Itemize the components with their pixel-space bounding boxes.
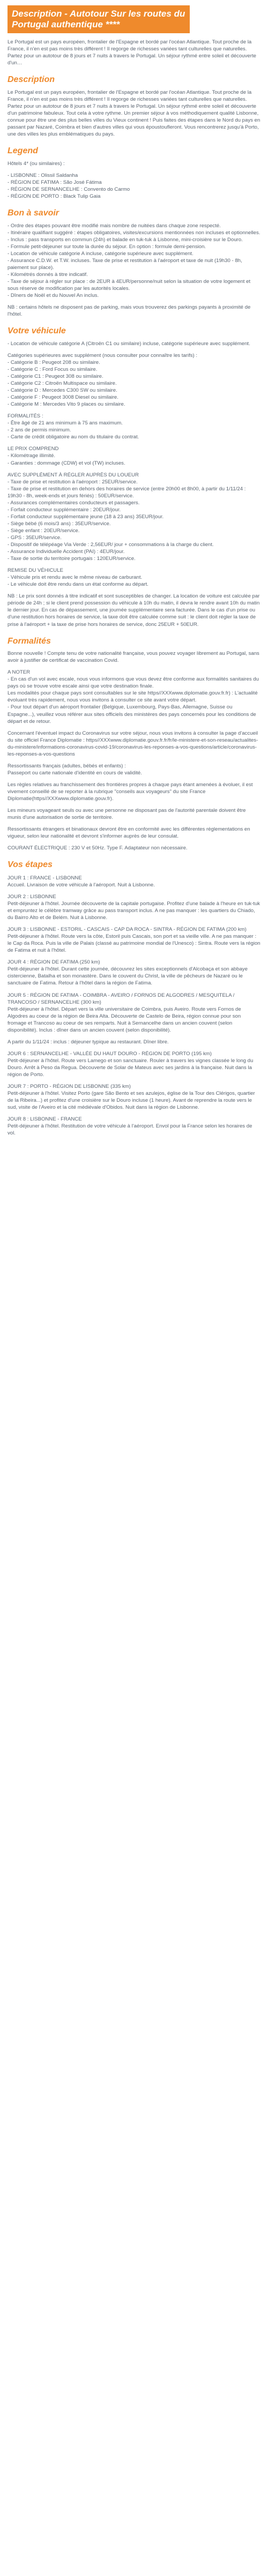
spacer [8,440,260,445]
text-line: - Catégorie D : Mercedes C300 SW ou similaire. [8,387,117,394]
text-line: NB : Le prix sont donnés à titre indicatif et sont susceptibles de changer. La location de voiture est calculée par période de 24h ; si le client prend possession du véhicule à 10h du matin, il devra le rendre avant 10h du matin le dernier jour. En cas de dépassement, une journée supplémentaire sera facturée. Dans le cas d'un prise ou d'une restitution hors horaires de service, la taxe doit être calculée comme suit : le client doit régler la taxe de prise à l'aéroport + la taxe de prise hors horaires de service, donc 25EUR + 50EUR. [8,593,260,628]
text-line: - Catégorie C1 : Peugeot 308 ou similaire. [8,374,103,380]
text-line: Ressortissants français (adultes, bébés et enfants) : [8,763,126,769]
spacer [8,776,260,781]
hotel-item: - LISBONNE : Olissil Saldanha [8,172,78,178]
text-line: AVEC SUPPLÉMENT À RÉGLER AUPRÈS DU LOUEUR [8,472,139,478]
text-line: - Location de véhicule catégorie A incluse, catégorie supérieure avec supplément. [8,250,193,257]
text-line: Les mineurs voyageant seuls ou avec une personne ne disposant pas de l'autorité parentale doivent être munis d'une autorisation de sortie de territoire. [8,808,246,821]
stage-text: Accueil. Livraison de votre véhicule à l'aéroport. Nuit à Lisbonne. [8,882,155,888]
text-line: - En cas d'un vol avec escale, nous vous informons que vous devez être conforme aux formalités sanitaires du pays où se trouve votre escale ainsi que votre destination finale. [8,676,259,690]
spacer [8,347,260,352]
text-line: - Catégorie M : Mercedes Vito 9 places ou similaire. [8,401,125,408]
stage-text: Petit-déjeuner à l'hôtel. Route vers la côte, Estoril puis Cascais, son port et sa vieille ville. A ne pas manquer : le Cap da Roca. Puis la ville de Palais (classé au patrimoine mondial de l'Unesco) : Sintra. Route vers la région de Fatima et nuit à l'hôtel. [8,934,260,954]
text-line: LE PRIX COMPREND [8,446,59,452]
text-line: - Siège enfant : 20EUR/service. [8,527,80,534]
text-line: - Véhicule pris et rendu avec le même niveau de carburant. [8,574,143,581]
description-text: Le Portugal est un pays européen, frontalier de l'Espagne et bordé par l'océan Atlantique. Tout proche de la France, il n'en est pas moins très différent ! Il regorge de richesses variées tant culturelles que naturelles. Partez pour un autotour de 8 jours et 7 nuits à travers le Portugal. Un séjour rythmé entre soleil et découverte d'un patrimoine fabuleux. Tout cela à votre rythme. Un premier séjour à vos méthodiquement qualité Lisbonne, connue pour être une des plus belles villes du Vieux continent ! Puis faites des étapes dans le Nord du pays en passant par Nazaré, Coimbra et bien d'autres villes qui vous époustoufleront. Vous rencontrerez jusqu'à Porto, une des villes les plus emblématiques du pays. [8,89,260,138]
page-title: Description - Autotour Sur les routes du Portugal authentique **** [8,5,190,33]
stage-text: Petit-déjeuner à l'hôtel. Visitez Porto (gare São Bento et ses azulejos, église de la Tour des Clérigos, quartier de la Ribeira...) et profitez d'une croisière sur le Douro incluse (1 heure). Avant de reprendre la route vers le sud, visite de l'Aveiro et la cité médiévale d'Obidos. Nuit dans la région de Lisbonne. [8,1091,255,1111]
text-line: COURANT ÉLECTRIQUE : 230 V et 50Hz. Type F. Adaptateur non nécessaire. [8,845,188,852]
stage-text: Petit-déjeuner à l'hôtel. Route vers Lamego et son sanctuaire. Rouler à travers les vignes classée le long du Douro. Arrêt à Peso da Regua. Découverte de Solar de Mateus avec ses jardins à la française. Nuit dans la région de Porto. [8,1057,254,1078]
stage-title: JOUR 8 : LISBONNE - FRANCE [8,1116,82,1123]
intro-text: Le Portugal est un pays européen, frontalier de l'Espagne et bordé par l'océan Atlantique. Tout proche de la France, il n'en est pas moins très différent ! Il regorge de richesses variées tant culturelles que naturelles. Partez pour un autotour de 8 jours et 7 nuits à travers le Portugal. Un séjour rythmé entre soleil et découverte d'un… [8,39,256,66]
text-line: Catégories supérieures avec supplément (nous consulter pour connaître les tarifs) : [8,352,198,359]
text-line: - Formule petit-déjeuner sur toute la durée du séjour. En option : formule demi-pension. [8,243,206,250]
text-line: - Catégorie C : Ford Focus ou similaire. [8,366,98,372]
section-title-bon-a-savoir: Bon à savoir [8,208,59,218]
text-line: - Taxe de sortie du territoire portugais : 120EUR/service. [8,556,136,562]
bon-a-savoir-text [8,222,260,318]
stage-title: JOUR 4 : RÉGION DE FATIMA (250 km) [8,959,100,966]
stage-text: Petit-déjeuner à l'hôtel. Restitution de votre véhicule à l'aéroport. Envol pour la France selon les horaires de vol. [8,1123,252,1137]
spacer [8,299,260,304]
section-title-vehicule: Votre véhicule [8,326,66,336]
text-line: - Carte de crédit obligatoire au nom du titulaire du contrat. [8,434,139,440]
vehicule-text [8,340,260,628]
section-title-etapes: Vos étapes [8,860,53,870]
text-line: - Kilométrés donnés à titre indicatif. [8,271,88,278]
section-title-description: Description [8,75,55,85]
text-line: - Catégorie C2 : Citroën Multispace ou similaire. [8,380,117,387]
stage-title: JOUR 5 : RÉGION DE FATIMA - COIMBRA - AVEIRO / FORNOS DE ALGODRES / MESQUITELA / TRANCOSO / SERNANCELHE (300 km) [8,992,235,1005]
text-line: - GPS : 35EUR/service. [8,535,62,541]
formalites-text [8,650,260,852]
text-line: Concernant l'éventuel impact du Coronavirus sur votre séjour, nous vous invitons à consulter la page d'accueil du site officiel France Diplomatie : https//XXXwww.diplomatie.gouv.fr.fr/fr/le-ministere-et-son-reseau/actualites-du-ministere/informations-coronavirus-covid-19/coronavirus-les-reponses-a-vos-questions/article/coronavirus-les-reponses-a-vos-questions [8,730,258,757]
text-line: - Catégorie F : Peugeot 3008 Diesel ou similaire. [8,394,118,401]
text-line: - Pour tout départ d'un aéroport frontalier (Belgique, Luxembourg, Pays-Bas, Allemagne, Suisse ou Espagne...), veuillez vous référer aux sites officiels des ministères des pays concernés pour les conditions de départ et de retour. [8,704,256,725]
text-line: - Garanties : dommage (CDW) et vol (TW) incluses. [8,460,125,466]
spacer [8,1034,260,1039]
stage-title: JOUR 2 : LISBONNE [8,893,56,900]
text-line: - Catégorie B : Peugeot 208 ou similaire. [8,359,100,365]
etapes-list [8,875,260,1137]
spacer [8,725,260,730]
spacer [8,840,260,845]
text-line: - Être âgé de 21 ans minimum à 75 ans maximum. [8,420,123,427]
text-line: Bonne nouvelle ! Compte tenu de votre nationalité française, vous pouvez voyager librement au Portugal, sans avoir à justifier de certificat de vaccination Covid. [8,651,259,664]
page [0,0,268,1151]
text-line: NB : certains hôtels ne disposent pas de parking, mais vous trouverez des parkings payants à proximité de l'hôtel. [8,304,251,318]
text-line: Les règles relatives au franchissement des frontières propres à chaque pays étant amenées à évoluer, il est vivement conseillé de se reporter à la rubrique "conseils aux voyageurs" du site France Diplomatie(https//XXXwww.diplomatie.gouv.fr). [8,781,253,802]
hotel-item: - RÉGION DE PORTO : Black Tulip Gaia [8,193,101,199]
text-line: - Forfait conducteur supplémentaire jeune (18 à 23 ans) 35EUR/jour. [8,513,164,520]
text-line: - 2 ans de permis minimum. [8,427,71,434]
text-line: - Taxe de séjour à régler sur place : de 2EUR à 4EUR/personne/nuit selon la situation de votre logement et sous réserve de modification par les autorités locales. [8,279,251,292]
spacer [8,821,260,826]
text-line: - Ordre des étapes pouvant être modifié mais nombre de nuitées dans chaque zone respecté. [8,222,221,229]
stage-text: Petit-déjeuner à l'hôtel. Journée découverte de la capitale portugaise. Profitez d'une balade à l'heure en tuk-tuk et empruntez le célèbre tramway grâce au pass transport inclus. A ne pas manquer : les quartiers du Chiado, du Bairro Alto et de Belém. Nuit à Lisbonne. [8,901,260,921]
spacer [8,758,260,763]
text-line: Les modalités pour chaque pays sont consultables sur le site https//XXXwww.diplomatie.gouv.fr.fr) : L'actualité évoluant très rapidement, nous vous invitons à consulter ce site avant votre départ. [8,690,258,704]
section-title-formalites: Formalités [8,636,51,646]
spacer [8,664,260,669]
text-line: - Inclus : pass transports en commun (24h) et balade en tuk-tuk à Lisbonne, mini-croisière sur le Douro. [8,236,243,243]
text-line: - Itinéraire qualifiant suggéré : étapes obligatoires, visites/excursions mentionnées non incluses et optionnelles. [8,229,260,236]
spacer [8,802,260,807]
stage-text: Petit-déjeuner à l'hôtel. Durant cette journée, découvrez les sites exceptionnels d'Alcobaça et son abbaye cistercienne, Batalha et son monastère. Dans le couvent du Christ, la ville de pêcheurs de Nazaré ou le sanctuaire de Fatima. Retour à l'hôtel dans la région de Fatima. [8,966,248,987]
text-line: Ressortissants étrangers et binationaux devront être en conformité avec les différentes réglementations en vigueur, selon leur nationalité et devront s'informer auprès de leur consulat. [8,826,250,840]
hotel-item: - RÉGION DE SERNANCELHE : Convento do Carmo [8,186,130,192]
text-line: FORMALITÉS : [8,413,43,420]
text-line: - Le véhicule doit être rendu dans un état conforme au départ. [8,581,148,588]
section-title-legend: Legend [8,146,38,156]
legend-intro: Hôtels 4* (ou similaires) : [8,160,65,167]
text-line: - Assurance Individuelle Accident (PAI) : 4EUR/jour. [8,549,125,555]
spacer [8,562,260,567]
text-line: - Assurances complémentaires conducteurs et passagers. [8,499,140,506]
stage-text: Petit-déjeuner à l'hôtel. Départ vers la ville universitaire de Coimbra, puis Aveiro. Route vers Fornos de Algodres au coeur de la région de Beira Alta. Découverte de Castelo de Beira, région connue pour son fromage et Trancoso au coeur de ses remparts. Nuit à Sernancelhe dans un ancien couvent (selon disponibilité). Inclus : dîner dans un ancien couvent (selon disponibilité). [8,1006,241,1033]
hotel-list [8,172,260,200]
text-line: Passeport ou carte nationale d'identité en cours de validité. [8,770,142,776]
stage-title: JOUR 7 : PORTO - RÉGION DE LISBONNE (335 km) [8,1084,131,1090]
text-line: - Siège bébé (6 mois/3 ans) : 35EUR/service. [8,520,111,527]
text-line: - Kilométrage illimité. [8,453,56,459]
text-line: - Dispositif de télépéage Via Verde : 2,56EUR/ jour + consommations à la charge du client. [8,542,214,548]
text-line: REMISE DU VÉHICULE [8,568,63,574]
text-line: A NOTER [8,669,31,676]
stage-title: JOUR 6 : SERNANCELHE - VALLÉE DU HAUT DOURO - RÉGION DE PORTO (195 km) [8,1050,212,1057]
text-line: - Taxe de prise et restitution en dehors des horaires de service (entre 20h00 et 8h00, à partir du 1/11/24 : 19h30 - 8h, week-ends et jours fériés) : 50EUR/service. [8,486,246,499]
spacer [8,408,260,413]
spacer [8,588,260,593]
stage-title: JOUR 3 : LISBONNE - ESTORIL - CASCAIS - CAP DA ROCA - SINTRA - RÉGION DE FATIMA (200 km) [8,927,247,933]
text-line: - Location de véhicule catégorie A (Citroën C1 ou similaire) incluse, catégorie supérieure avec supplément. [8,340,250,347]
spacer [8,467,260,472]
text-line: - Dîners de Noël et du Nouvel An inclus. [8,293,99,299]
stage-text: A partir du 1/11/24 : inclus : déjeuner typique au restaurant. Dîner libre. [8,1039,169,1045]
stage-title: JOUR 1 : FRANCE - LISBONNE [8,875,82,881]
text-line: - Assurance C.D.W. et T.W. incluses. Taxe de prise et restitution à l'aéroport et taxe de nuit (19h30 - 8h, paiement sur place). [8,257,242,271]
text-line: - Forfait conducteur supplémentaire : 20EUR/jour. [8,506,121,513]
text-line: - Taxe de prise et restitution à l'aéroport : 25EUR/service. [8,479,138,485]
hotel-item: - RÉGION DE FATIMA : São José Fátima [8,179,102,185]
